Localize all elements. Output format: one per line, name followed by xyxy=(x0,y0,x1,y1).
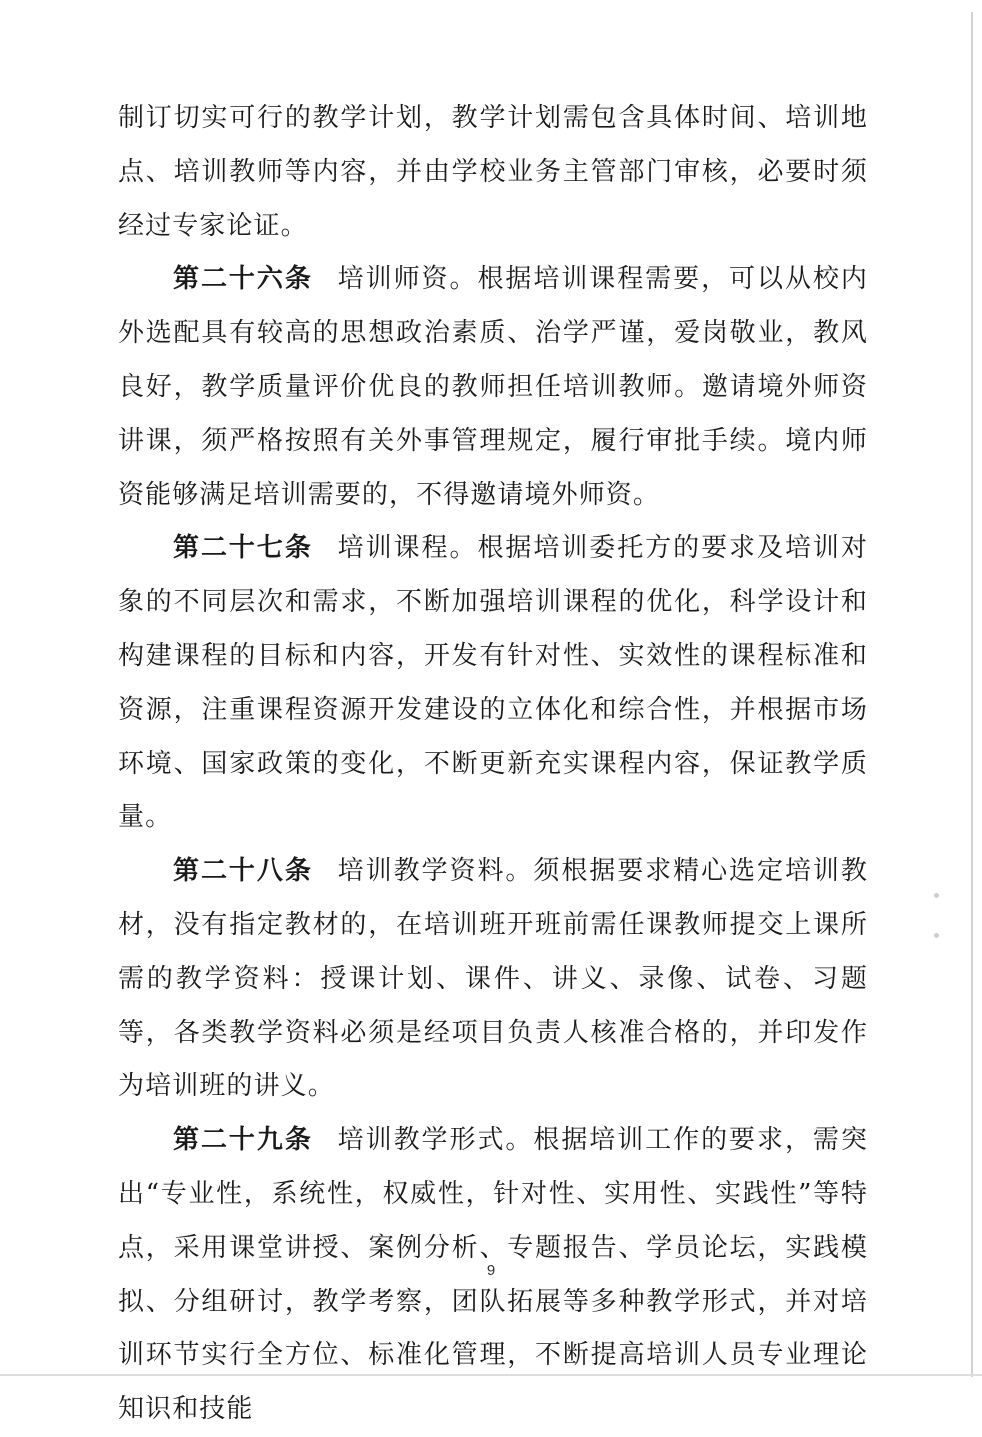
article-heading: 第二十九条 xyxy=(173,1125,313,1156)
article-heading: 第二十六条 xyxy=(173,264,313,295)
article-heading: 第二十七条 xyxy=(173,533,313,564)
page-edge-right xyxy=(971,12,973,1377)
article-27 xyxy=(118,522,868,845)
article-text: 培训课程。根据培训委托方的要求及培训对象的不同层次和需求，不断加强培训课程的优化，科学设计和构建课程的目标和内容，开发有针对性、实效性的课程标准和资源，注重课程资源开发建设的立体化和综合性，并根据市场环境、国家政策的变化，不断更新充实课程内容，保证教学质量。 xyxy=(118,533,868,833)
article-28 xyxy=(118,845,868,1114)
document-body xyxy=(118,92,868,1437)
paragraph-continuation xyxy=(118,92,868,253)
page-number: 9 xyxy=(486,1262,496,1279)
article-text: 培训教学形式。根据培训工作的要求，需突出“专业性，系统性，权威性，针对性、实用性、实践性”等特点，采用课堂讲授、案例分析、专题报告、学员论坛，实践模拟、分组研讨，教学考察，团队拓展等多种教学形式，并对培训环节实行全方位、标准化管理，不断提高培训人员专业理论知识和技能 xyxy=(118,1125,868,1425)
article-text: 培训教学资料。须根据要求精心选定培训教材，没有指定教材的，在培训班开班前需任课教师提交上课所需的教学资料：授课计划、课件、讲义、录像、试卷、习题等，各类教学资料必须是经项目负责人核准合格的，并印发作为培训班的讲义。 xyxy=(118,856,868,1102)
article-heading: 第二十八条 xyxy=(173,856,313,887)
binding-hole-mark xyxy=(934,893,939,898)
paragraph-text: 制订切实可行的教学计划，教学计划需包含具体时间、培训地点、培训教师等内容，并由学校业务主管部门审核，必要时须经过专家论证。 xyxy=(118,103,868,241)
binding-hole-mark xyxy=(934,933,939,938)
article-26 xyxy=(118,253,868,522)
article-text: 培训师资。根据培训课程需要，可以从校内外选配具有较高的思想政治素质、治学严谨，爱岗敬业，教风良好，教学质量评价优良的教师担任培训教师。邀请境外师资讲课，须严格按照有关外事管理规定，履行审批手续。境内师资能够满足培训需要的，不得邀请境外师资。 xyxy=(118,264,868,510)
